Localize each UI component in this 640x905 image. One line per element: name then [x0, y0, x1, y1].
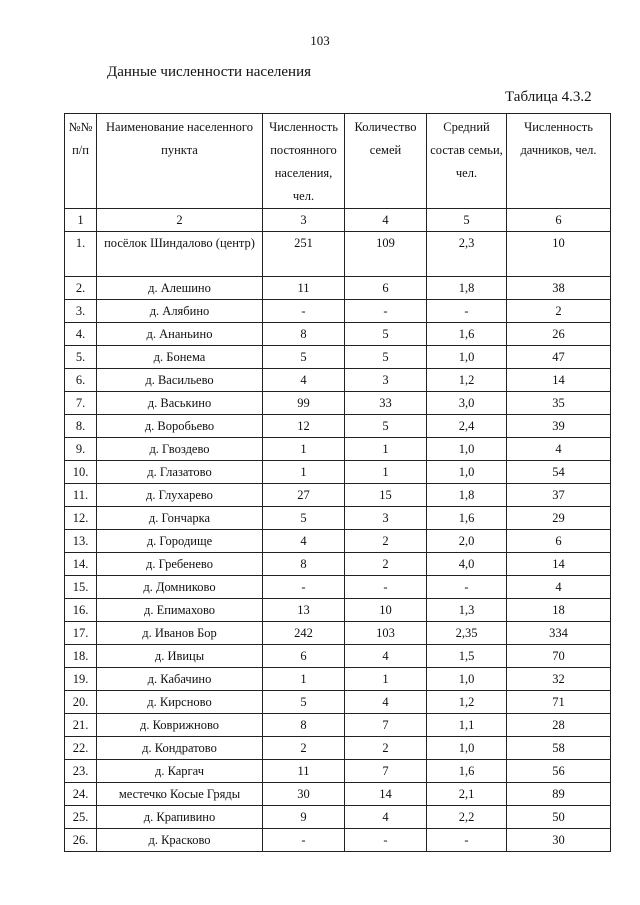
families-cell: 4 — [345, 645, 427, 668]
family-size-cell: 2,35 — [427, 622, 507, 645]
table-row — [65, 714, 611, 737]
family-size-cell: 1,6 — [427, 323, 507, 346]
settlement-name-cell: д. Бонема — [97, 346, 263, 369]
population-cell: 242 — [263, 622, 345, 645]
summer-residents-cell: 56 — [507, 760, 611, 783]
summer-residents-cell: 47 — [507, 346, 611, 369]
settlement-name-cell: д. Алешино — [97, 277, 263, 300]
column-number: 6 — [507, 209, 611, 232]
family-size-cell: 2,4 — [427, 415, 507, 438]
families-cell: - — [345, 300, 427, 323]
row-number-cell: 19. — [65, 668, 97, 691]
table-row — [65, 369, 611, 392]
families-cell: - — [345, 576, 427, 599]
family-size-cell: - — [427, 829, 507, 852]
summer-residents-cell: 50 — [507, 806, 611, 829]
summer-residents-cell: 54 — [507, 461, 611, 484]
families-cell: 1 — [345, 461, 427, 484]
table-row — [65, 783, 611, 806]
table-row — [65, 277, 611, 300]
population-cell: 11 — [263, 277, 345, 300]
summer-residents-cell: 4 — [507, 438, 611, 461]
table-caption: Таблица 4.3.2 — [505, 89, 592, 105]
column-number: 3 — [263, 209, 345, 232]
families-cell: 1 — [345, 438, 427, 461]
settlement-name-cell: д. Глазатово — [97, 461, 263, 484]
family-size-cell: 1,8 — [427, 484, 507, 507]
families-cell: 3 — [345, 507, 427, 530]
families-cell: 10 — [345, 599, 427, 622]
table-row — [65, 438, 611, 461]
families-cell: 4 — [345, 691, 427, 714]
table-row — [65, 760, 611, 783]
families-cell: 2 — [345, 553, 427, 576]
table-row — [65, 622, 611, 645]
table-row — [65, 668, 611, 691]
row-number-cell: 25. — [65, 806, 97, 829]
row-number-cell: 24. — [65, 783, 97, 806]
summer-residents-cell: 89 — [507, 783, 611, 806]
settlement-name-cell: д. Воробьево — [97, 415, 263, 438]
population-cell: 5 — [263, 507, 345, 530]
summer-residents-cell: 32 — [507, 668, 611, 691]
row-number-cell: 26. — [65, 829, 97, 852]
row-number-cell: 13. — [65, 530, 97, 553]
summer-residents-cell: 39 — [507, 415, 611, 438]
family-size-cell: 1,5 — [427, 645, 507, 668]
column-number: 1 — [65, 209, 97, 232]
settlement-name-cell: д. Городище — [97, 530, 263, 553]
table-body — [65, 209, 611, 852]
table-row — [65, 576, 611, 599]
population-cell: 4 — [263, 530, 345, 553]
table-row — [65, 829, 611, 852]
population-cell: 27 — [263, 484, 345, 507]
population-cell: 8 — [263, 714, 345, 737]
settlement-name-cell: д. Коврижново — [97, 714, 263, 737]
family-size-cell: 2,2 — [427, 806, 507, 829]
table-row — [65, 461, 611, 484]
table-row — [65, 530, 611, 553]
column-header: Средний состав семьи, чел. — [427, 114, 507, 209]
families-cell: 14 — [345, 783, 427, 806]
family-size-cell: 1,2 — [427, 691, 507, 714]
row-number-cell: 12. — [65, 507, 97, 530]
families-cell: 2 — [345, 737, 427, 760]
summer-residents-cell: 28 — [507, 714, 611, 737]
row-number-cell: 3. — [65, 300, 97, 323]
family-size-cell: 1,0 — [427, 737, 507, 760]
population-cell: - — [263, 829, 345, 852]
table-row — [65, 507, 611, 530]
table-row — [65, 806, 611, 829]
table-row — [65, 323, 611, 346]
population-cell: 1 — [263, 461, 345, 484]
families-cell: 7 — [345, 714, 427, 737]
settlement-name-cell: д. Гончарка — [97, 507, 263, 530]
population-cell: 1 — [263, 668, 345, 691]
families-cell: 6 — [345, 277, 427, 300]
row-number-cell: 22. — [65, 737, 97, 760]
table-row — [65, 415, 611, 438]
families-cell: 5 — [345, 415, 427, 438]
family-size-cell: 2,0 — [427, 530, 507, 553]
table-row — [65, 484, 611, 507]
family-size-cell: 1,0 — [427, 461, 507, 484]
summer-residents-cell: 334 — [507, 622, 611, 645]
table-row — [65, 645, 611, 668]
row-number-cell: 18. — [65, 645, 97, 668]
summer-residents-cell: 6 — [507, 530, 611, 553]
population-cell: 1 — [263, 438, 345, 461]
row-number-cell: 21. — [65, 714, 97, 737]
family-size-cell: 1,0 — [427, 438, 507, 461]
population-cell: 30 — [263, 783, 345, 806]
population-cell: - — [263, 300, 345, 323]
population-cell: 11 — [263, 760, 345, 783]
column-header: Количество семей — [345, 114, 427, 209]
settlement-name-cell: д. Каргач — [97, 760, 263, 783]
settlement-name-cell: д. Кабачино — [97, 668, 263, 691]
family-size-cell: - — [427, 300, 507, 323]
families-cell: 33 — [345, 392, 427, 415]
row-number-cell: 20. — [65, 691, 97, 714]
row-number-cell: 5. — [65, 346, 97, 369]
population-cell: 8 — [263, 553, 345, 576]
row-number-cell: 6. — [65, 369, 97, 392]
settlement-name-cell: д. Васильево — [97, 369, 263, 392]
population-cell: 4 — [263, 369, 345, 392]
settlement-name-cell: д. Крапивино — [97, 806, 263, 829]
families-cell: 5 — [345, 323, 427, 346]
family-size-cell: 1,0 — [427, 346, 507, 369]
settlement-name-cell: д. Иванов Бор — [97, 622, 263, 645]
table-row — [65, 599, 611, 622]
row-number-cell: 15. — [65, 576, 97, 599]
column-number-row — [65, 209, 611, 232]
families-cell: 15 — [345, 484, 427, 507]
settlement-name-cell: д. Ананьино — [97, 323, 263, 346]
summer-residents-cell: 29 — [507, 507, 611, 530]
settlement-name-cell: местечко Косые Гряды — [97, 783, 263, 806]
population-cell: 6 — [263, 645, 345, 668]
table-row — [65, 300, 611, 323]
family-size-cell: 1,0 — [427, 668, 507, 691]
document-title: Данные численности населения — [107, 64, 312, 80]
row-number-cell: 4. — [65, 323, 97, 346]
families-cell: 1 — [345, 668, 427, 691]
population-table — [64, 113, 611, 852]
family-size-cell: 1,1 — [427, 714, 507, 737]
summer-residents-cell: 71 — [507, 691, 611, 714]
family-size-cell: 1,3 — [427, 599, 507, 622]
row-number-cell: 2. — [65, 277, 97, 300]
table-row — [65, 737, 611, 760]
summer-residents-cell: 14 — [507, 369, 611, 392]
population-cell: 12 — [263, 415, 345, 438]
column-number: 2 — [97, 209, 263, 232]
table-header-row — [65, 114, 611, 209]
families-cell: - — [345, 829, 427, 852]
family-size-cell: 1,8 — [427, 277, 507, 300]
summer-residents-cell: 38 — [507, 277, 611, 300]
settlement-name-cell: д. Гвоздево — [97, 438, 263, 461]
settlement-name-cell: д. Кондратово — [97, 737, 263, 760]
row-number-cell: 16. — [65, 599, 97, 622]
column-number: 4 — [345, 209, 427, 232]
family-size-cell: - — [427, 576, 507, 599]
families-cell: 3 — [345, 369, 427, 392]
settlement-name-cell: посёлок Шиндалово (центр) — [97, 232, 263, 277]
summer-residents-cell: 70 — [507, 645, 611, 668]
summer-residents-cell: 4 — [507, 576, 611, 599]
row-number-cell: 11. — [65, 484, 97, 507]
summer-residents-cell: 58 — [507, 737, 611, 760]
summer-residents-cell: 14 — [507, 553, 611, 576]
population-cell: 13 — [263, 599, 345, 622]
families-cell: 109 — [345, 232, 427, 277]
table-row — [65, 691, 611, 714]
population-cell: 99 — [263, 392, 345, 415]
families-cell: 103 — [345, 622, 427, 645]
population-cell: 2 — [263, 737, 345, 760]
column-header: Численность дачников, чел. — [507, 114, 611, 209]
families-cell: 2 — [345, 530, 427, 553]
families-cell: 5 — [345, 346, 427, 369]
summer-residents-cell: 2 — [507, 300, 611, 323]
settlement-name-cell: д. Гребенево — [97, 553, 263, 576]
table-row — [65, 392, 611, 415]
family-size-cell: 3,0 — [427, 392, 507, 415]
row-number-cell: 17. — [65, 622, 97, 645]
population-cell: - — [263, 576, 345, 599]
row-number-cell: 23. — [65, 760, 97, 783]
summer-residents-cell: 35 — [507, 392, 611, 415]
settlement-name-cell: д. Епимахово — [97, 599, 263, 622]
family-size-cell: 2,1 — [427, 783, 507, 806]
row-number-cell: 7. — [65, 392, 97, 415]
population-cell: 5 — [263, 691, 345, 714]
column-number: 5 — [427, 209, 507, 232]
summer-residents-cell: 37 — [507, 484, 611, 507]
settlement-name-cell: д. Алябино — [97, 300, 263, 323]
row-number-cell: 10. — [65, 461, 97, 484]
population-cell: 9 — [263, 806, 345, 829]
table-row — [65, 553, 611, 576]
column-header: №№ п/п — [65, 114, 97, 209]
table-row — [65, 346, 611, 369]
row-number-cell: 8. — [65, 415, 97, 438]
summer-residents-cell: 30 — [507, 829, 611, 852]
row-number-cell: 1. — [65, 232, 97, 277]
column-header: Наименование населенного пункта — [97, 114, 263, 209]
settlement-name-cell: д. Кирсново — [97, 691, 263, 714]
table-row — [65, 232, 611, 277]
summer-residents-cell: 10 — [507, 232, 611, 277]
settlement-name-cell: д. Красково — [97, 829, 263, 852]
settlement-name-cell: д. Домниково — [97, 576, 263, 599]
family-size-cell: 1,6 — [427, 507, 507, 530]
family-size-cell: 2,3 — [427, 232, 507, 277]
families-cell: 7 — [345, 760, 427, 783]
families-cell: 4 — [345, 806, 427, 829]
column-header: Численность постоянного населения, чел. — [263, 114, 345, 209]
family-size-cell: 1,2 — [427, 369, 507, 392]
page-number: 103 — [310, 33, 330, 48]
summer-residents-cell: 26 — [507, 323, 611, 346]
row-number-cell: 9. — [65, 438, 97, 461]
population-cell: 5 — [263, 346, 345, 369]
row-number-cell: 14. — [65, 553, 97, 576]
settlement-name-cell: д. Глухарево — [97, 484, 263, 507]
settlement-name-cell: д. Ивицы — [97, 645, 263, 668]
family-size-cell: 4,0 — [427, 553, 507, 576]
summer-residents-cell: 18 — [507, 599, 611, 622]
population-cell: 251 — [263, 232, 345, 277]
family-size-cell: 1,6 — [427, 760, 507, 783]
settlement-name-cell: д. Васькино — [97, 392, 263, 415]
population-cell: 8 — [263, 323, 345, 346]
